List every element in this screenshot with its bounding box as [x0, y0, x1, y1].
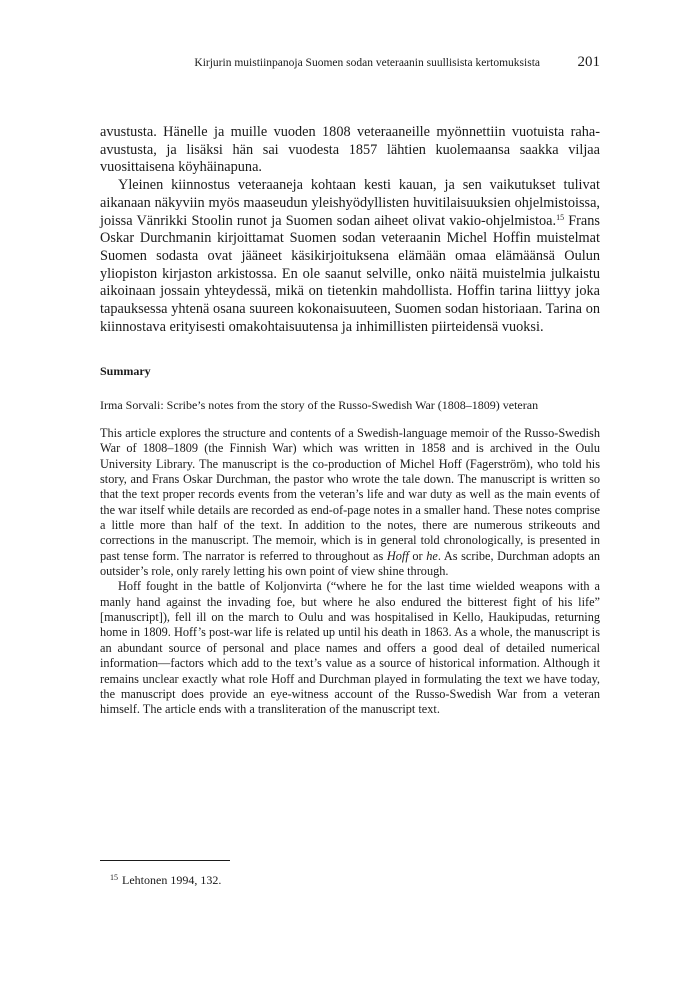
footnote-separator	[100, 860, 230, 861]
body-paragraph-2-continuation: Frans Oskar Durchmanin kirjoittamat Suomen sodan veteraanin Michel Hoffin muistelmat Suomen sodasta ovat jääneet käsikirjoituksena elämään omaa elämäänsä Oulun yliopiston kirjaston arkistossa. En ole saanut selville, onko näitä muistelmia julkaistu aikoinaan jossain yhteydessä, mikä on tietenkin mahdollista. Hoffin tarina liittyy joka tapauksessa yhtenä osana suureen kokonaisuuteen, Suomen sodan historiaan. Tarina on kiinnostava erityisesti omakohtaisuutensa ja inhimillisten piirteidensä vuoksi.	[100, 212, 600, 335]
summary-conjunction: or	[408, 548, 427, 563]
summary-paragraph-1-end: . As scribe, Durchman adopts an outsider’s role, only rarely letting his own point of view shine through.	[100, 548, 600, 579]
page-number: 201	[577, 54, 600, 70]
summary-body	[100, 426, 600, 718]
body-paragraph-1: avustusta. Hänelle ja muille vuoden 1808 veteraaneille myönnettiin vuotuista raha-avustusta, ja lisäksi hän sai vuodesta 1857 lähtien kuolemaansa saakka viljaa vuosittaisena köyhäinapuna.	[100, 124, 600, 176]
summary-heading: Summary	[100, 364, 151, 378]
body-paragraph-2-text: Yleinen kiinnostus veteraaneja kohtaan kesti kauan, ja sen vaikutukset tulivat aikanaan näkyviin myös maaseudun yleishyödyllisten huvitilaisuuksien ohjelmistoissa, joissa Vänrikki Stoolin runot ja Suomen sodan aiheet olivat vakio-ohjelmistoa.	[100, 177, 600, 229]
footnote-number: 15	[110, 873, 118, 882]
summary-paragraph-2: Hoff fought in the battle of Koljonvirta (“where he for the last time wielded weapons with a manly hand against the invading foe, but where he also endured the bitterest fight of his life” [manuscript]), fell ill on the march to Oulu and was hospitalised in Kello, Haukipudas, returning home in 1809. Hoff’s post-war life is related up until his death in 1863. As a whole, the manuscript is an abundant source of personal and place names and offers a good deal of detailed numerical information—factors which add to the text’s value as a source of historical information. Although it remains unclear exactly what role Hoff and Durchman played in formulating the text we have today, the manuscript does provide an eye-witness account of the Russo-Swedish War from a veteran himself. The article ends with a transliteration of the manuscript text.	[100, 579, 600, 717]
footnote	[110, 873, 221, 888]
summary-italic-he: he	[426, 548, 438, 563]
body-paragraph-2	[100, 177, 600, 336]
footnote-reference[interactable]: 15	[556, 212, 565, 222]
summary-italic-hoff: Hoff	[386, 548, 409, 563]
summary-paragraph-1	[100, 426, 600, 579]
footnote-text: Lehtonen 1994, 132.	[122, 873, 222, 887]
summary-paragraph-1-text: This article explores the structure and contents of a Swedish-language memoir of the Russo-Swedish War of 1808–1809 (the Finnish War) which was written in 1858 and is archived in the Oulu University Library. The manuscript is the co-production of Michel Hoff (Fagerström), who told his story, and Frans Oskar Durchman, the pastor who wrote the tale down. The manuscript is written so that the text proper records events from the veteran’s life and war duty as well as the main events of the war itself while details are recorded as end-of-page notes in a smaller hand. These notes comprise a little more than half of the text. In addition to the notes, there are numerous strikeouts and corrections in the manuscript. The memoir, which is in general told chronologically, is presented in past tense form. The narrator is referred to throughout as	[100, 426, 600, 563]
running-title: Kirjurin muistiinpanoja Suomen sodan veteraanin suullisista kertomuksista	[194, 57, 540, 69]
running-header	[100, 54, 600, 74]
finnish-body-text	[100, 124, 600, 336]
summary-subtitle: Irma Sorvali: Scribe’s notes from the story of the Russo-Swedish War (1808–1809) veteran	[100, 398, 539, 412]
